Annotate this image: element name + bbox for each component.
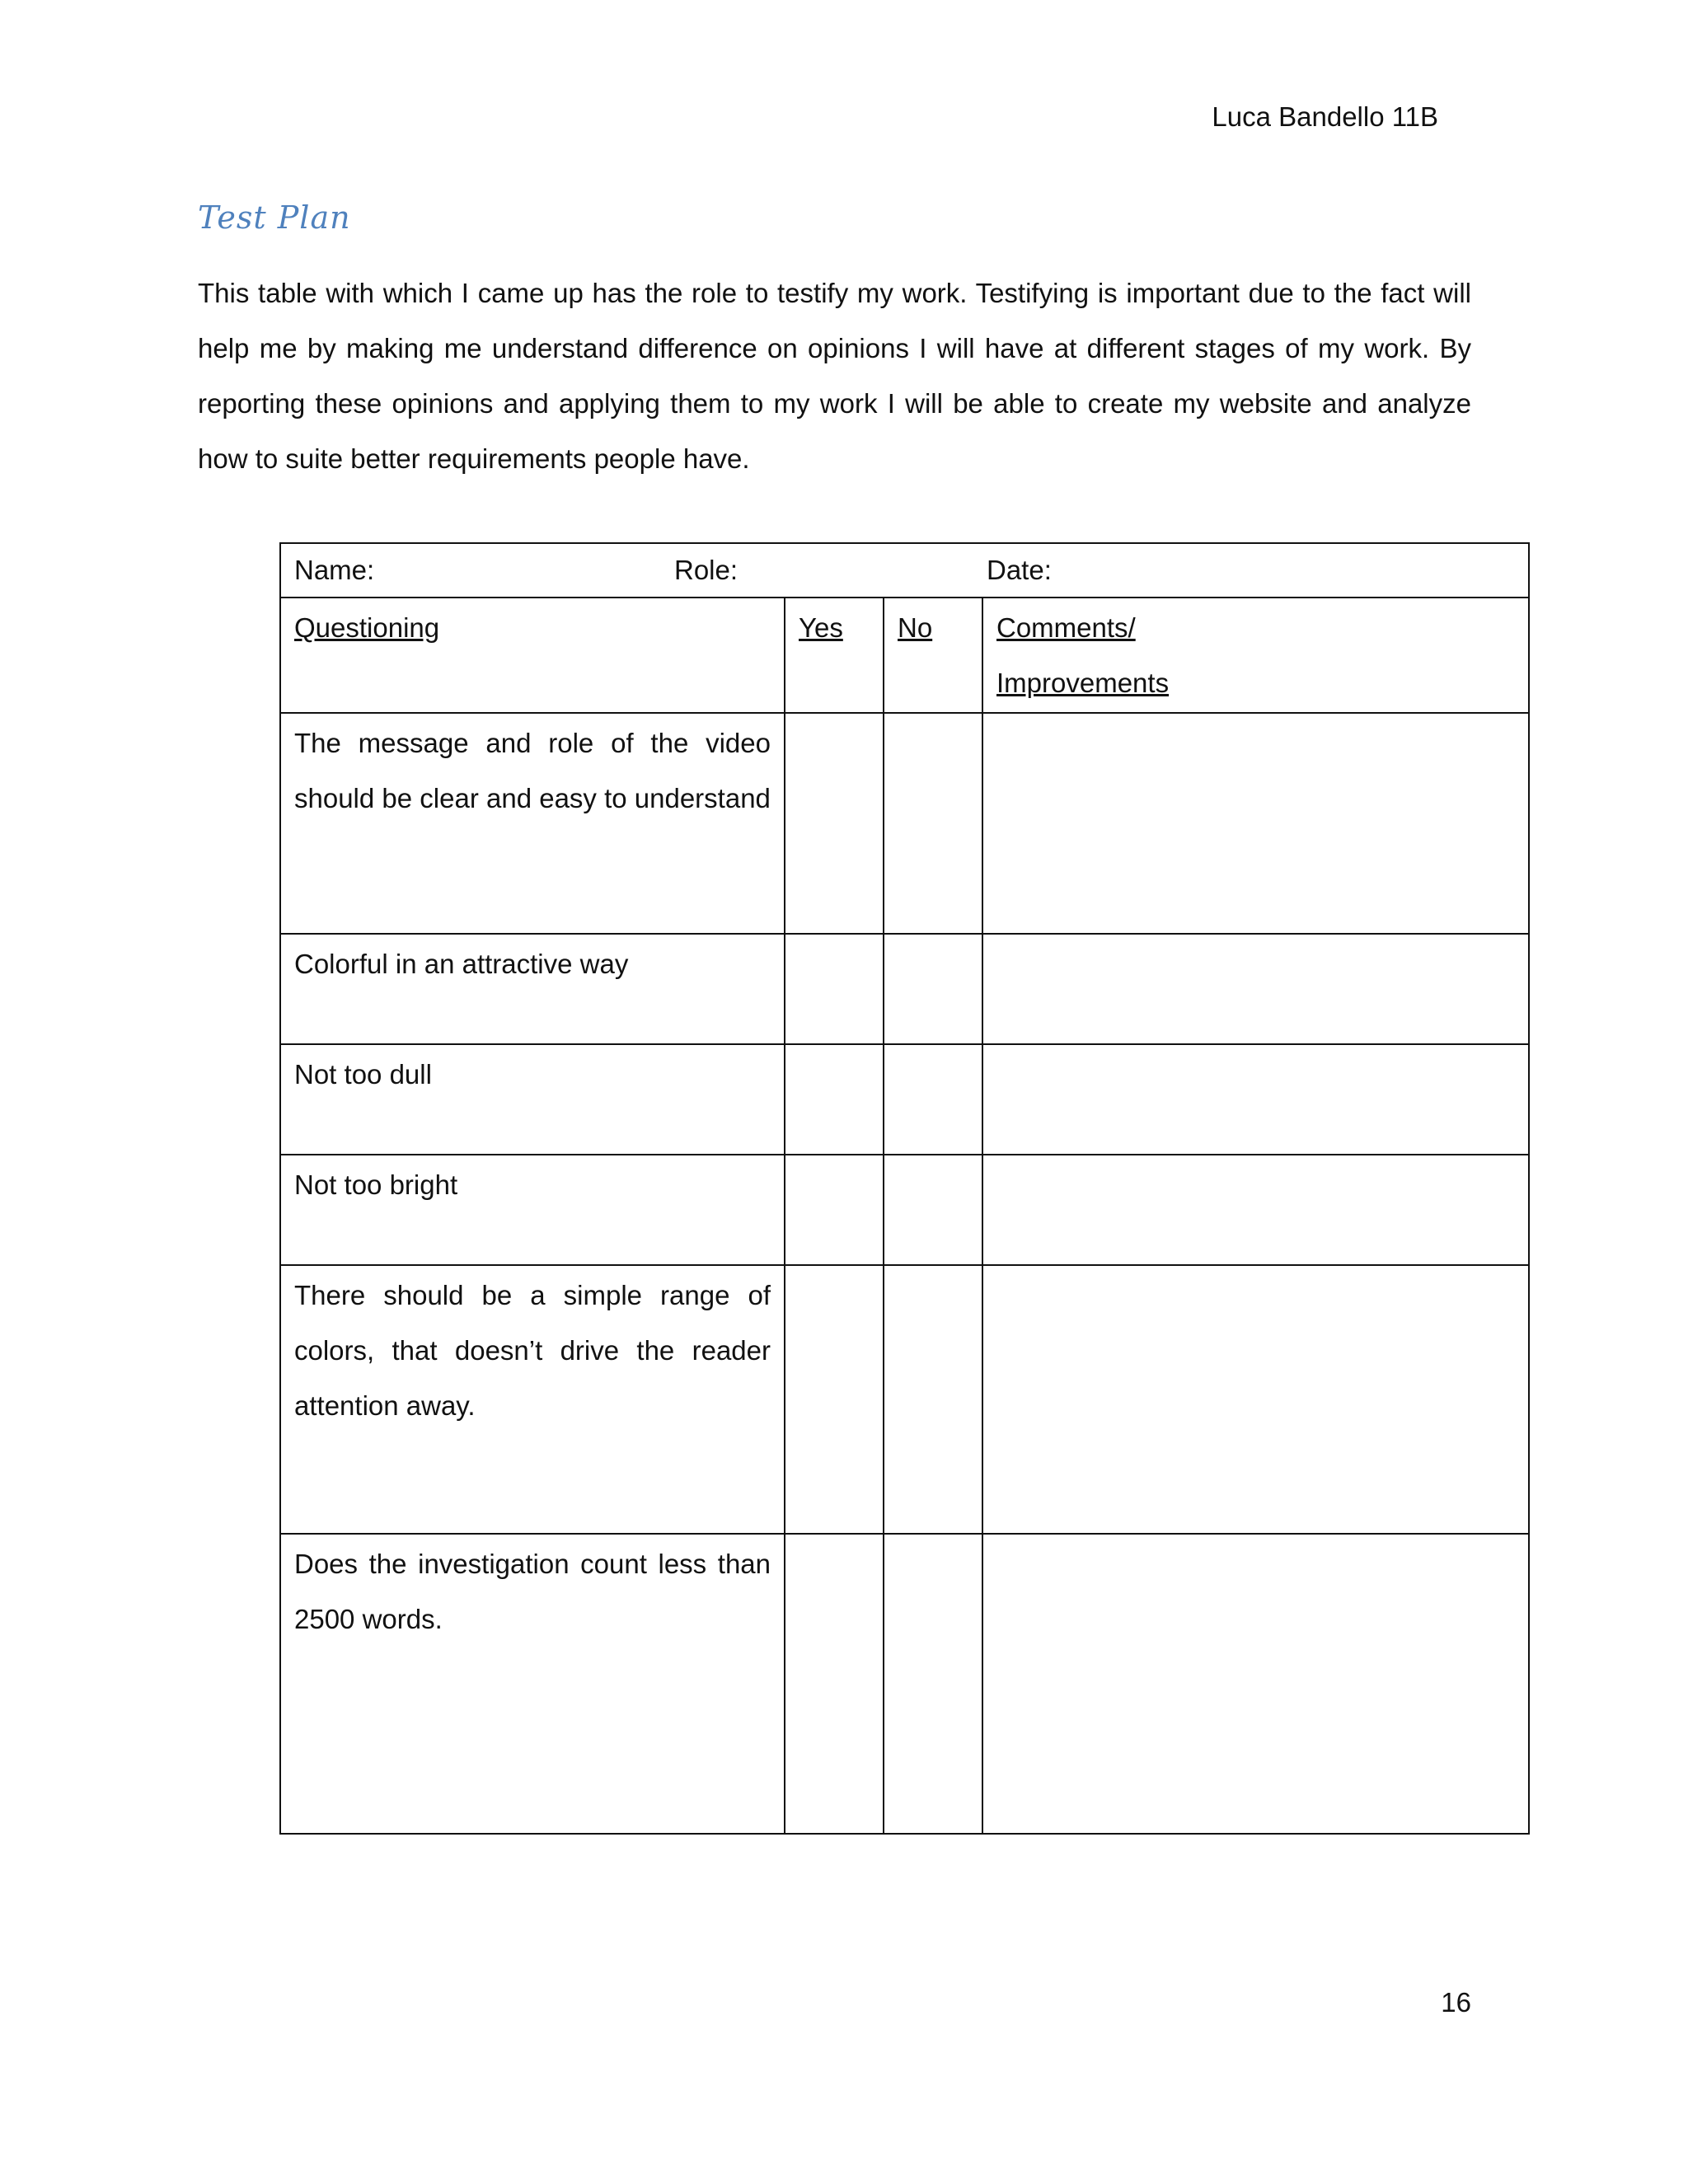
question-cell: There should be a simple range of colors, that doesn’t drive the reader attention away.: [280, 1265, 785, 1534]
table-row: [280, 1265, 1529, 1534]
yes-cell[interactable]: [785, 1534, 884, 1834]
column-header-comments: Comments/ Improvements: [982, 598, 1529, 713]
no-cell[interactable]: [884, 1155, 982, 1265]
column-header-yes: Yes: [785, 598, 884, 713]
table-row: [280, 1155, 1529, 1265]
table-row: [280, 713, 1529, 934]
question-cell: Colorful in an attractive way: [280, 934, 785, 1044]
table-header-row: [280, 598, 1529, 713]
question-cell: Not too dull: [280, 1044, 785, 1155]
no-cell[interactable]: [884, 713, 982, 934]
author-header: Luca Bandello 11B: [1212, 101, 1438, 132]
role-label: Role:: [674, 555, 738, 585]
name-label: Name:: [294, 555, 375, 585]
table-row: [280, 1534, 1529, 1834]
no-cell[interactable]: [884, 1044, 982, 1155]
meta-cell: [280, 543, 1529, 598]
comments-cell[interactable]: [982, 1155, 1529, 1265]
comments-cell[interactable]: [982, 1265, 1529, 1534]
column-header-questioning: Questioning: [280, 598, 785, 713]
yes-cell[interactable]: [785, 1155, 884, 1265]
yes-cell[interactable]: [785, 713, 884, 934]
column-header-no: No: [884, 598, 982, 713]
question-cell: Not too bright: [280, 1155, 785, 1265]
test-plan-table: [279, 542, 1530, 1835]
no-cell[interactable]: [884, 1265, 982, 1534]
no-cell[interactable]: [884, 934, 982, 1044]
comments-cell[interactable]: [982, 1534, 1529, 1834]
no-cell[interactable]: [884, 1534, 982, 1834]
table-row: [280, 1044, 1529, 1155]
section-title: Test Plan: [198, 199, 351, 236]
question-cell: Does the investigation count less than 2500 words.: [280, 1534, 785, 1834]
table-meta-row: [280, 543, 1529, 598]
comments-cell[interactable]: [982, 934, 1529, 1044]
yes-cell[interactable]: [785, 1265, 884, 1534]
comments-cell[interactable]: [982, 713, 1529, 934]
question-cell: The message and role of the video should be clear and easy to understand: [280, 713, 785, 934]
yes-cell[interactable]: [785, 1044, 884, 1155]
intro-paragraph: This table with which I came up has the role to testify my work. Testifying is important due to the fact will help me by making me understand difference on opinions I will have at different stages of my work. By reporting these opinions and applying them to my work I will be able to create my website and analyze how to suite better requirements people have.: [198, 278, 1471, 474]
table-row: [280, 934, 1529, 1044]
comments-cell[interactable]: [982, 1044, 1529, 1155]
page-number: 16: [1441, 1987, 1471, 2018]
yes-cell[interactable]: [785, 934, 884, 1044]
date-label: Date:: [987, 555, 1052, 585]
